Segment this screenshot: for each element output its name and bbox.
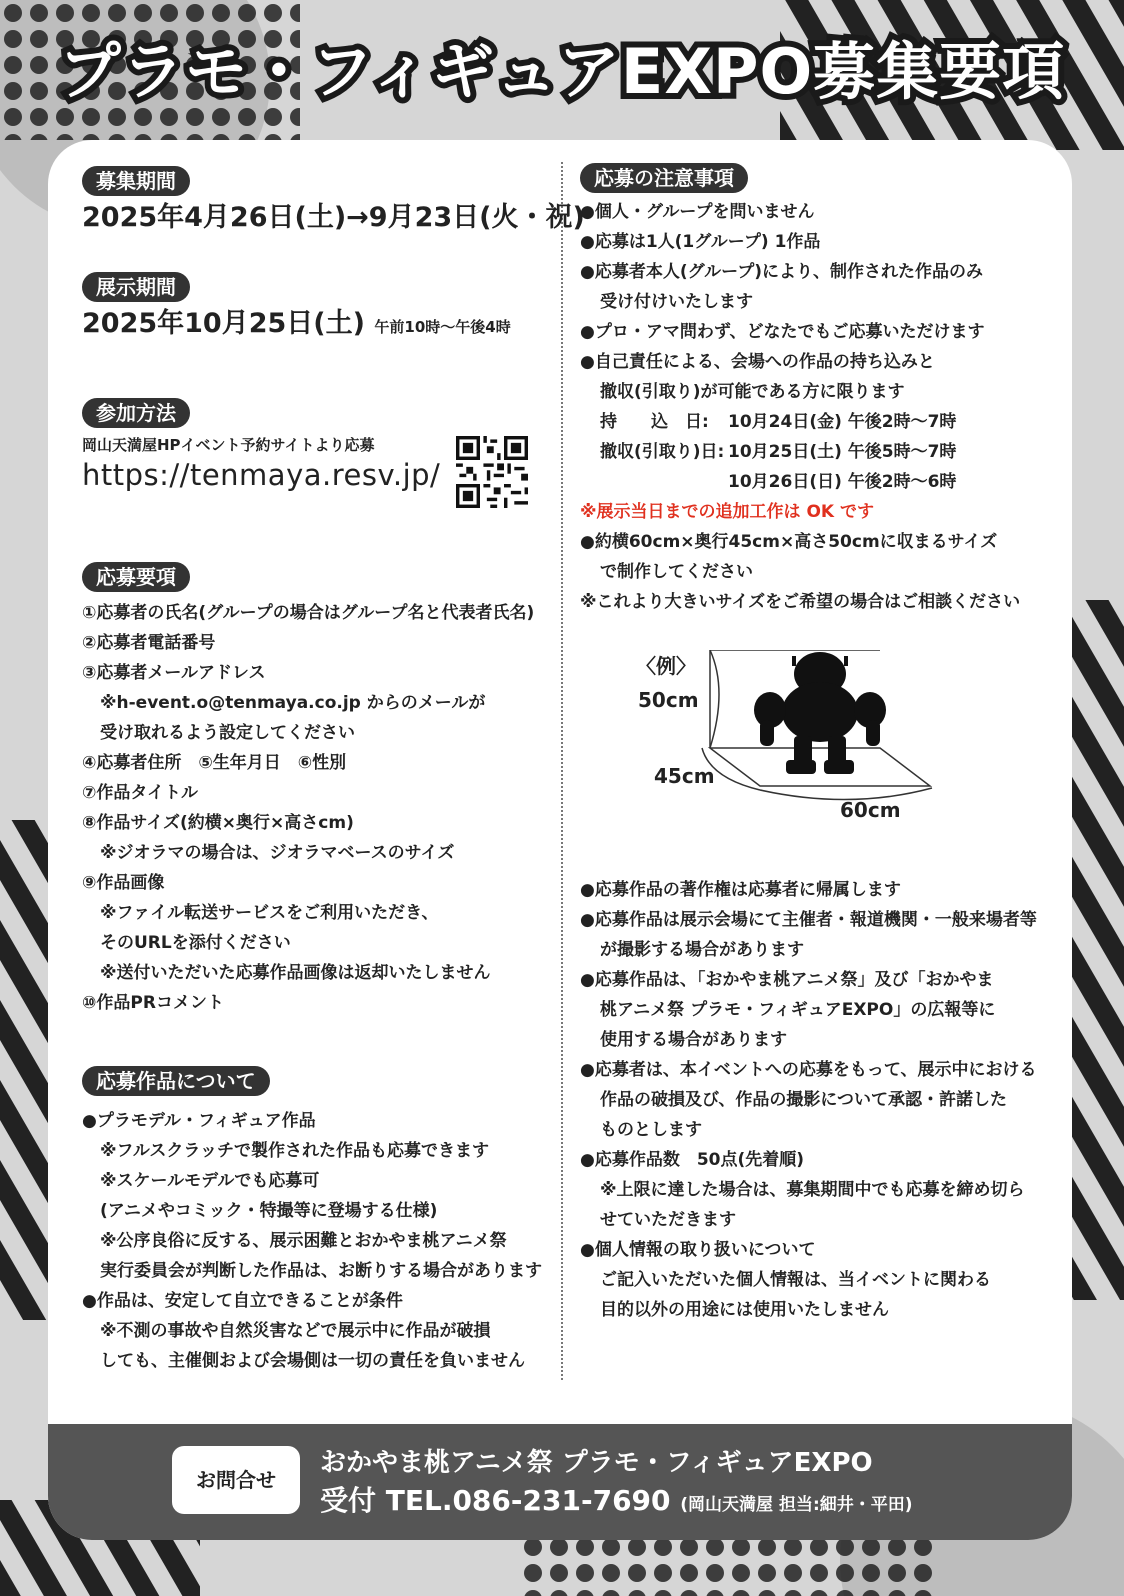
size-diagram xyxy=(610,650,1030,850)
list-item: ●自己責任による、会場への作品の持ち込みと xyxy=(580,352,935,372)
requirements-badge: 応募要項 xyxy=(82,562,190,592)
list-item: ●応募作品は、「おかやま桃アニメ祭」及び「おかやま xyxy=(580,970,994,990)
participation-badge: 参加方法 xyxy=(82,398,190,428)
list-item: ※公序良俗に反する、展示困難とおかやま桃アニメ祭 xyxy=(100,1231,507,1251)
list-item: 桃アニメ祭 プラモ・フィギュアEXPO」の広報等に xyxy=(600,1000,996,1020)
about-works-badge: 応募作品について xyxy=(82,1066,270,1096)
additional-work-note: ※展示当日までの追加工作は OK です xyxy=(580,502,874,522)
footer-contact xyxy=(320,1484,913,1522)
list-item: ●約横60cm×奥行45cm×高さ50cmに収まるサイズ xyxy=(580,532,998,552)
about-works-section xyxy=(82,1066,542,1376)
exhibit-period-section xyxy=(82,272,511,347)
pickup-label: 撤収(引取り)日: xyxy=(600,442,725,462)
list-item: しても、主催側および会場側は一切の責任を負いません xyxy=(100,1351,525,1371)
list-item: ※ジオラマの場合は、ジオラマベースのサイズ xyxy=(100,843,455,863)
notes-list-c xyxy=(580,875,1037,1325)
list-item: 撤収(引取り)が可能である方に限ります xyxy=(600,382,905,402)
list-item: ●プロ・アマ問わず、どなたでもご応募いただけます xyxy=(580,322,985,342)
list-item: ●応募者は、本イベントへの応募をもって、展示中における xyxy=(580,1060,1037,1080)
list-item: ※不測の事故や自然災害などで展示中に作品が破損 xyxy=(100,1321,491,1341)
list-item: ※ファイル転送サービスをご利用いただき、 xyxy=(100,903,439,923)
pickup-value-2: 10月26日(日) 午後2時～6時 xyxy=(728,472,957,492)
about-works-list xyxy=(82,1106,542,1376)
list-item: ※上限に達した場合は、募集期間中でも応募を締め切ら xyxy=(600,1180,1025,1200)
participation-note: 岡山天満屋HPイベント予約サイトより応募 xyxy=(82,436,375,454)
right-column xyxy=(580,163,1040,1320)
list-item: そのURLを添付ください xyxy=(100,933,291,953)
list-item: 使用する場合があります xyxy=(600,1030,787,1050)
list-item: が撮影する場合があります xyxy=(600,940,804,960)
recruit-period-section xyxy=(82,166,585,238)
list-item: ものとします xyxy=(600,1120,702,1140)
list-item: ※送付いただいた応募作品画像は返却いたしません xyxy=(100,963,491,983)
diagram-depth-label: 45cm xyxy=(654,764,715,788)
list-item: ⑨作品画像 xyxy=(82,873,165,893)
recruit-period-value: 2025年4月26日(土)→9月23日(火・祝) xyxy=(82,202,585,233)
schedule-table xyxy=(580,407,1040,497)
list-item: ④応募者住所 ⑤生年月日 ⑥性別 xyxy=(82,753,347,773)
recruit-period-badge: 募集期間 xyxy=(82,166,190,196)
list-item: 目的以外の用途には使用いたしません xyxy=(600,1300,889,1320)
list-item: で制作してください xyxy=(600,562,753,582)
list-item: ●プラモデル・フィギュア作品 xyxy=(82,1111,316,1131)
notes-list-a xyxy=(580,197,1040,407)
footer-person: (岡山天満屋 担当:細井・平田) xyxy=(680,1495,913,1515)
notes-list-b xyxy=(580,527,1040,617)
list-item: ●応募作品の著作権は応募者に帰属します xyxy=(580,880,901,900)
page-title: プラモ・フィギュアEXPO募集要項 xyxy=(58,35,1066,108)
list-item: 受け付けいたします xyxy=(600,292,753,312)
footer-tel: 受付 TEL.086-231-7690 xyxy=(320,1484,671,1517)
pickup-value-1: 10月25日(土) 午後5時～7時 xyxy=(728,442,957,462)
diagram-height-label: 50cm xyxy=(638,688,699,712)
diagram-width-label: 60cm xyxy=(840,798,901,822)
list-item: ●応募は1人(1グループ) 1作品 xyxy=(580,232,821,252)
diagram-example-label: 〈例〉 xyxy=(636,654,696,678)
list-item: ※フルスクラッチで製作された作品も応募できます xyxy=(100,1141,489,1161)
list-item: ③応募者メールアドレス xyxy=(82,663,266,683)
list-item: ※スケールモデルでも応募可 xyxy=(100,1171,320,1191)
list-item: ●応募作品数 50点(先着順) xyxy=(580,1150,805,1170)
exhibit-date: 2025年10月25日(土) xyxy=(82,308,365,339)
reservation-url-link[interactable]: https://tenmaya.resv.jp/ xyxy=(82,458,441,492)
footer-event-name: おかやま桃アニメ祭 プラモ・フィギュアEXPO xyxy=(320,1448,873,1478)
robot-silhouette-icon xyxy=(610,650,1030,850)
list-item: せていただきます xyxy=(600,1210,736,1230)
list-item: ●個人・グループを問いません xyxy=(580,202,815,222)
bring-in-label: 持 込 日: xyxy=(600,412,709,432)
list-item: ⑧作品サイズ(約横×奥行×高さcm) xyxy=(82,813,354,833)
column-divider xyxy=(561,162,563,1380)
list-item: ⑦作品タイトル xyxy=(82,783,199,803)
contact-button[interactable]: お問合せ xyxy=(172,1446,300,1514)
requirements-section xyxy=(82,562,534,1018)
list-item: ②応募者電話番号 xyxy=(82,633,216,653)
exhibit-period-badge: 展示期間 xyxy=(82,272,190,302)
list-item: ●応募作品は展示会場にて主催者・報道機関・一般来場者等 xyxy=(580,910,1037,930)
list-item: ご記入いただいた個人情報は、当イベントに関わる xyxy=(600,1270,991,1290)
list-item: (アニメやコミック・特撮等に登場する仕様) xyxy=(100,1201,438,1221)
qr-code-icon[interactable] xyxy=(456,436,528,508)
list-item: ※これより大きいサイズをご希望の場合はご相談ください xyxy=(580,592,1021,612)
requirements-list xyxy=(82,598,534,1018)
list-item: 作品の破損及び、作品の撮影について承認・許諾した xyxy=(600,1090,1007,1110)
notes-badge: 応募の注意事項 xyxy=(580,163,748,193)
exhibit-time: 午前10時～午後4時 xyxy=(374,318,511,336)
list-item: ①応募者の氏名(グループの場合はグループ名と代表者氏名) xyxy=(82,603,535,623)
bring-in-value: 10月24日(金) 午後2時～7時 xyxy=(728,412,957,432)
list-item: ●応募者本人(グループ)により、制作された作品のみ xyxy=(580,262,984,282)
list-item: ※h-event.o@tenmaya.co.jp からのメールが xyxy=(100,693,486,713)
list-item: 実行委員会が判断した作品は、お断りする場合があります xyxy=(100,1261,542,1281)
list-item: ●作品は、安定して自立できることが条件 xyxy=(82,1291,403,1311)
exhibit-period-value xyxy=(82,304,511,347)
list-item: 受け取れるよう設定してください xyxy=(100,723,355,743)
list-item: ●個人情報の取り扱いについて xyxy=(580,1240,816,1260)
list-item: ⑩作品PRコメント xyxy=(82,993,224,1013)
